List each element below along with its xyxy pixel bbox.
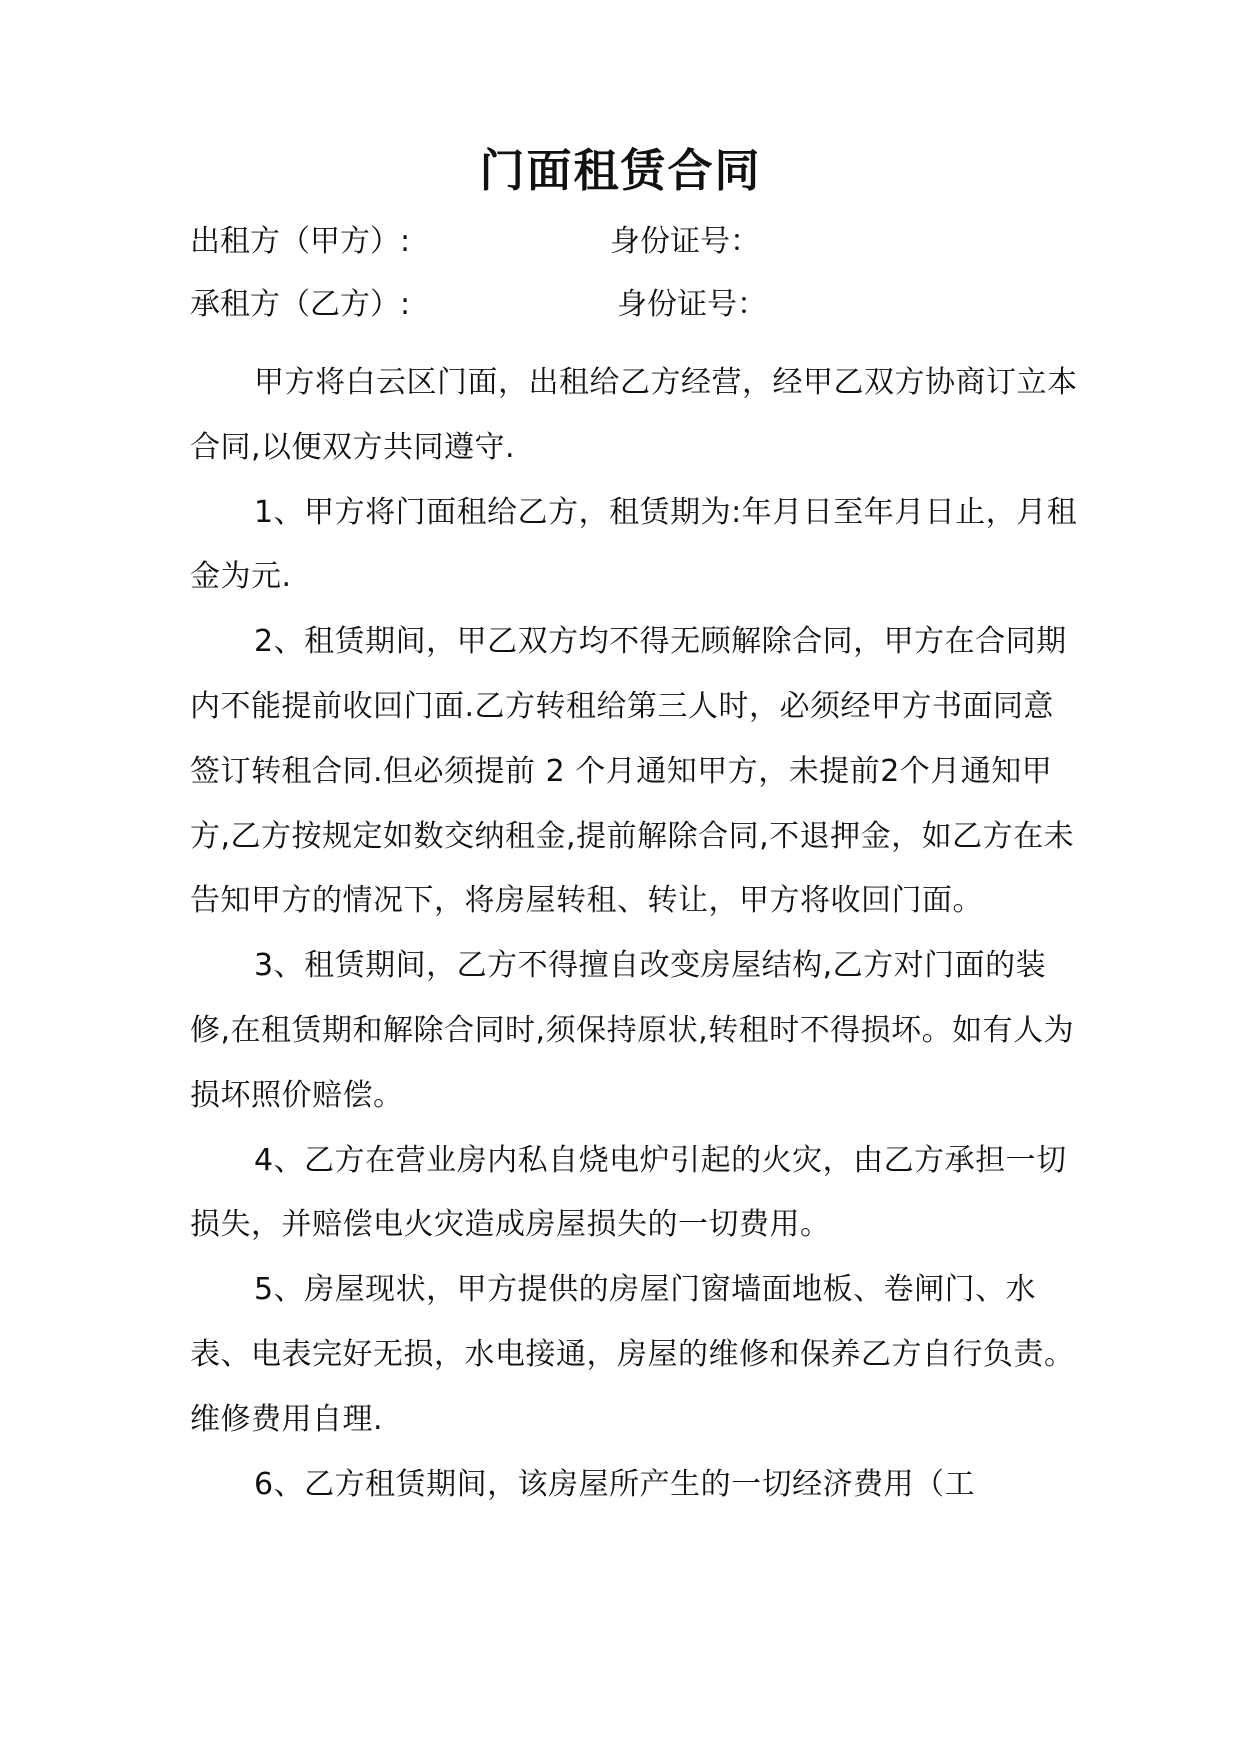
page-title: 门面租赁合同: [479, 144, 762, 197]
clause-3: 3、租赁期间，乙方不得擅自改变房屋结构,乙方对门面的装修,在租赁期和解除合同时,须保持原状,转租时不得损坏。如有人为损坏照价赔偿。: [190, 948, 1075, 1113]
clause-4: 4、乙方在营业房内私自烧电炉引起的火灾，由乙方承担一切损失，并赔偿电火灾造成房屋损失的一切费用。: [190, 1142, 1067, 1243]
contract-body: [190, 351, 1080, 1517]
lessee-id-label: 身份证号：: [617, 287, 767, 322]
clause-2: 2、租赁期间，甲乙双方均不得无顾解除合同，甲方在合同期内不能提前收回门面.乙方转租给第三人时，必须经甲方书面同意签订转租合同.但必须提前 2 个月通知甲方，未提前2个月通知甲方,乙方按规定如数交纳租金,提前解除合同,不退押金，如乙方在未告知甲方的情况下，将房屋转租、转让，甲方将收回门面。: [190, 624, 1075, 919]
clause-6: 6、乙方租赁期间，该房屋所产生的一切经济费用（工: [254, 1466, 976, 1502]
lessor-id-label: 身份证号：: [610, 224, 760, 259]
intro-paragraph: 甲方将白云区门面，出租给乙方经营，经甲乙双方协商订立本合同,以便双方共同遵守.: [190, 365, 1078, 465]
lessee-label: 承租方（乙方）:: [190, 287, 411, 322]
lessor-label: 出租方（甲方）:: [190, 224, 411, 259]
clause-1: 1、甲方将门面租给乙方，租赁期为:年月日至年月日止，月租金为元.: [190, 494, 1078, 595]
clause-5: 5、房屋现状，甲方提供的房屋门窗墙面地板、卷闸门、水表、电表完好无损，水电接通，房屋的维修和保养乙方自行负责。维修费用自理.: [190, 1272, 1075, 1437]
